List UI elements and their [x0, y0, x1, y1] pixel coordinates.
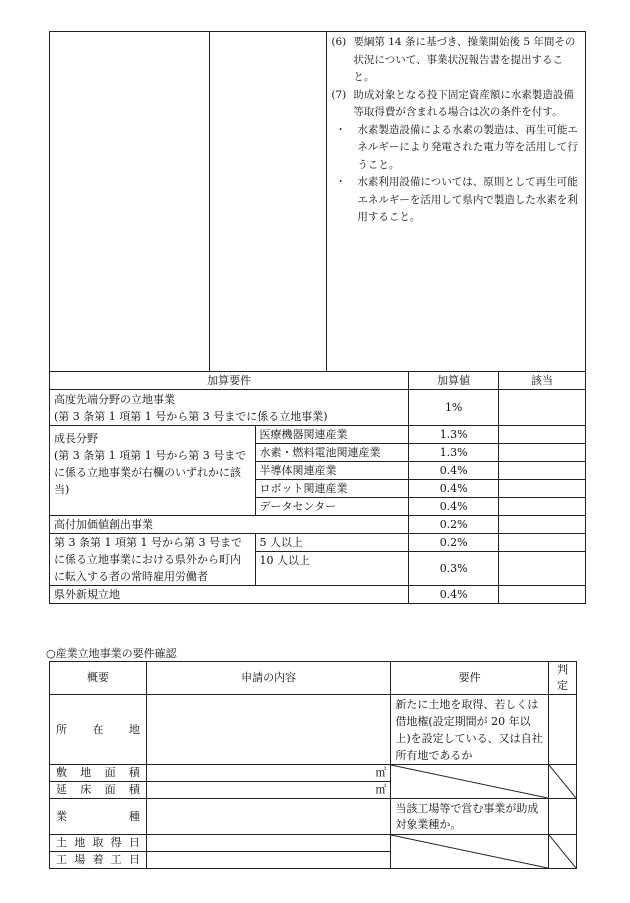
req-row-floor-area-input[interactable]: ㎡ — [146, 782, 390, 799]
workers-row-5-value: 0.2% — [409, 534, 499, 552]
growth-row-medical: 医療機器関連産業 — [255, 426, 409, 444]
new-location-value: 0.4% — [409, 586, 499, 604]
high-value-label: 高付加価値創出事業 — [50, 516, 409, 534]
req-row-construction-date-input[interactable] — [146, 852, 390, 869]
req-row-site-area-text: 敷 地 面 積 — [56, 766, 140, 779]
growth-row-datacenter-value: 0.4% — [409, 498, 499, 516]
new-location-label: 県外新規立地 — [50, 586, 409, 604]
growth-row-semiconductor-value: 0.4% — [409, 462, 499, 480]
growth-row-robot-check[interactable] — [499, 480, 586, 498]
req-header-judgement: 判定 — [549, 662, 577, 695]
req-row-date-judgement-crossed — [549, 835, 577, 869]
diagonal-line — [549, 835, 576, 868]
workers-row-5: 5 人以上 — [255, 534, 409, 552]
blank-cell-1 — [50, 32, 210, 372]
requirements-title: ○産業立地事業の要件確認 — [46, 647, 177, 660]
req-row-land-date-text: 土 地 取 得 日 — [56, 836, 140, 849]
req-row-construction-date-label — [50, 852, 147, 869]
workers-row-10-value: 0.3% — [409, 552, 499, 586]
workers-row-5-check[interactable] — [499, 534, 586, 552]
req-row-location-label — [50, 695, 147, 765]
growth-row-datacenter-check[interactable] — [499, 498, 586, 516]
growth-row-hydrogen-check[interactable] — [499, 444, 586, 462]
growth-row-datacenter: データセンター — [255, 498, 409, 516]
req-row-land-date-label — [50, 835, 147, 852]
conditions-cell — [327, 32, 586, 372]
growth-row-semiconductor-check[interactable] — [499, 462, 586, 480]
req-row-land-date-input[interactable] — [146, 835, 390, 852]
req-row-location-input[interactable] — [146, 695, 390, 765]
growth-field-label: 成長分野 (第 3 条第 1 項第 1 号から第 3 号までに係る立地事業が右欄のいずれかに該当) — [50, 426, 256, 516]
req-row-location-requirement: 新たに土地を取得、若しくは借地権(設定期間が 20 年以上)を設定している、又は自社所有地であるか — [391, 695, 549, 765]
req-row-area-requirement-crossed — [391, 765, 549, 799]
addition-table — [49, 31, 586, 604]
condition-bullet-hydrogen-use: ・ 水素利用設備については、原則として再生可能エネルギーを活用して県内で製造した水素を利用すること。 — [335, 176, 578, 223]
req-header-requirement: 要件 — [391, 662, 549, 695]
growth-row-medical-value: 1.3% — [409, 426, 499, 444]
advanced-field-label: 高度先端分野の立地事業 (第 3 条第 1 項第 1 号から第 3 号までに係る立地事業) — [50, 390, 409, 426]
header-applicable: 該当 — [499, 372, 586, 390]
requirements-table — [49, 661, 577, 869]
req-row-construction-date-text: 工 場 着 工 日 — [56, 853, 140, 866]
blank-cell-2 — [209, 32, 327, 372]
high-value-check[interactable] — [499, 516, 586, 534]
workers-row-10-check[interactable] — [499, 552, 586, 586]
workers-row-10: 10 人以上 — [255, 552, 409, 586]
header-addition-requirement: 加算要件 — [50, 372, 409, 390]
growth-row-hydrogen-value: 1.3% — [409, 444, 499, 462]
req-row-floor-area-label — [50, 782, 147, 799]
growth-row-robot-value: 0.4% — [409, 480, 499, 498]
high-value-value: 0.2% — [409, 516, 499, 534]
req-row-location-text: 所 在 地 — [56, 722, 140, 736]
req-row-industry-text: 業 種 — [56, 809, 140, 823]
advanced-field-check[interactable] — [499, 390, 586, 426]
diagonal-line — [391, 765, 548, 798]
workers-label: 第 3 条第 1 項第 1 号から第 3 号までに係る立地事業における県外から町内に転入する者の常時雇用労働者 — [50, 534, 256, 586]
condition-item-7: (7) 助成対象となる投下固定資産額に水素製造設備等取得費が含まれる場合は次の条件を付す。 — [331, 88, 574, 118]
req-row-area-judgement-crossed — [549, 765, 577, 799]
req-row-site-area-input[interactable]: ㎡ — [146, 765, 390, 782]
req-row-site-area-label — [50, 765, 147, 782]
growth-row-semiconductor: 半導体関連産業 — [255, 462, 409, 480]
req-row-industry-label — [50, 799, 147, 835]
diagonal-line — [391, 835, 548, 868]
growth-row-hydrogen: 水素・燃料電池関連産業 — [255, 444, 409, 462]
new-location-check[interactable] — [499, 586, 586, 604]
req-row-industry-input[interactable] — [146, 799, 390, 835]
req-row-date-requirement-crossed — [391, 835, 549, 869]
condition-item-6: (6) 要綱第 14 条に基づき、操業開始後 5 年間その状況について、事業状況報告書を提出すること。 — [331, 36, 576, 83]
growth-row-robot: ロボット関連産業 — [255, 480, 409, 498]
advanced-field-value: 1% — [409, 390, 499, 426]
condition-bullet-hydrogen-production: ・ 水素製造設備による水素の製造は、再生可能エネルギーにより発電された電力等を活用して行うこと。 — [335, 123, 578, 171]
req-header-content: 申請の内容 — [146, 662, 390, 695]
req-row-floor-area-text: 延 床 面 積 — [56, 783, 140, 796]
req-row-industry-judgement[interactable] — [549, 799, 577, 835]
diagonal-line — [549, 765, 576, 798]
req-row-location-judgement[interactable] — [549, 695, 577, 765]
req-row-industry-requirement: 当該工場等で営む事業が助成対象業種か。 — [391, 799, 549, 835]
growth-row-medical-check[interactable] — [499, 426, 586, 444]
header-addition-value: 加算値 — [409, 372, 499, 390]
req-header-summary: 概要 — [50, 662, 147, 695]
